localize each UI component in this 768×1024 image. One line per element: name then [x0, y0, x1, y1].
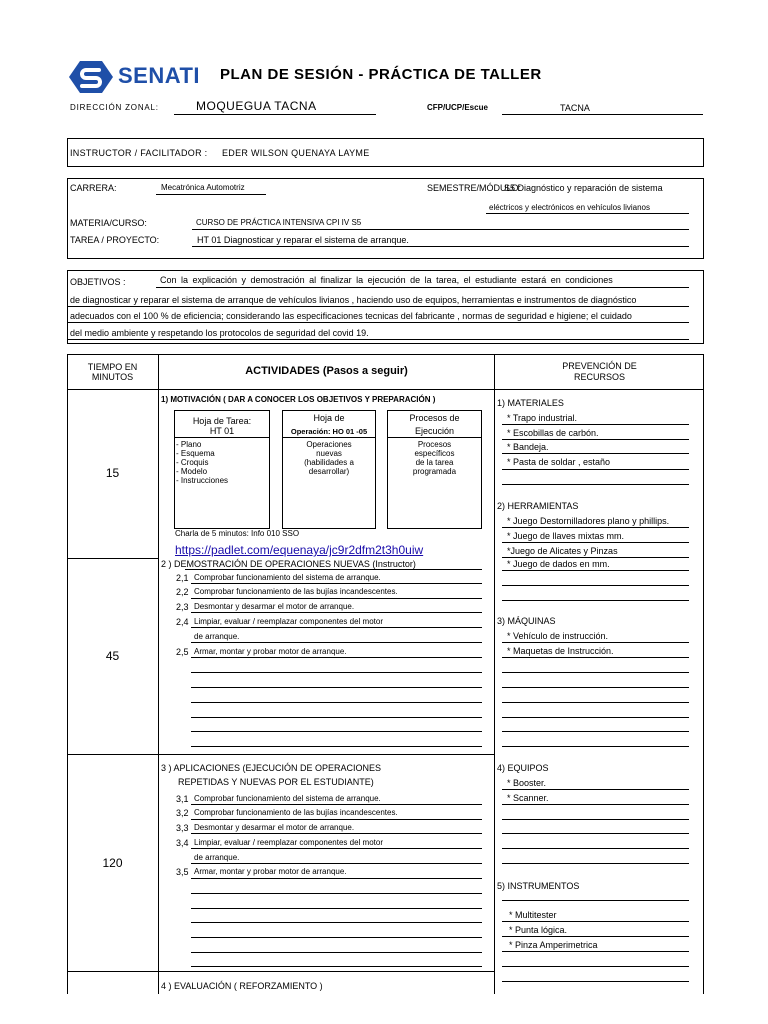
activities-table [67, 354, 704, 994]
direccion-value: MOQUEGUA TACNA [196, 99, 317, 113]
materia-label: MATERIA/CURSO: [70, 218, 147, 228]
box3-item: Procesos [417, 440, 452, 449]
box3-title-2: Ejecución [414, 426, 455, 436]
step-num: 3,4 [176, 838, 189, 848]
step-num: 2,1 [176, 573, 189, 583]
materia-value: CURSO DE PRÁCTICA INTENSIVA CPI IV S5 [196, 218, 362, 227]
resource-item: * Escobillas de carbón. [507, 428, 599, 438]
senati-logo [68, 60, 220, 94]
charla-text: Charla de 5 minutos: Info 010 SSO [175, 529, 300, 538]
step-text: Desmontar y desarmar el motor de arranque. [194, 823, 355, 832]
box1-item: - Esquema [176, 449, 215, 458]
section3-title-2: REPETIDAS Y NUEVAS POR EL ESTUDIANTE) [178, 777, 374, 787]
step-num: 3,5 [176, 867, 189, 877]
resource-item: * Juego Destornilladores plano y phillips. [507, 516, 670, 526]
box3-item: específicos [414, 449, 455, 458]
resource-item: * Bandeja. [507, 442, 549, 452]
resource-item: * Maquetas de Instrucción. [507, 646, 614, 656]
step-text: de arranque. [194, 632, 240, 641]
step-text: Limpiar, evaluar / reemplazar componentes del motor [194, 838, 383, 847]
instructor-value: EDER WILSON QUENAYA LAYME [222, 148, 370, 158]
objetivos-line-4: del medio ambiente y respetando los protocolos de seguridad del covid 19. [70, 328, 369, 338]
step-num: 2,2 [176, 587, 189, 597]
resource-item: * Vehículo de instrucción. [507, 631, 609, 641]
step-text: Desmontar y desarmar el motor de arranque. [194, 602, 355, 611]
section1-time: 15 [105, 466, 120, 480]
resource-item: * Multitester [509, 910, 557, 920]
section3-time: 120 [102, 856, 123, 870]
box1-item: - Plano [176, 440, 202, 449]
box2-item: nuevas [316, 449, 342, 458]
herramientas-title: 2) HERRAMIENTAS [497, 501, 579, 511]
objetivos-line-1: Con la explicación y demostración al finalizar la ejecución de la tarea, el estudiante estará en condiciones [160, 275, 613, 285]
resource-item: * Pasta de soldar , estaño [507, 457, 611, 467]
tiempo-header-1: TIEMPO EN [87, 362, 138, 372]
semestre-label: SEMESTRE/MÓDULO: [427, 183, 522, 193]
step-num: 3,2 [176, 808, 189, 818]
step-text: Limpiar, evaluar / reemplazar componentes del motor [194, 617, 383, 626]
box3-title-1: Procesos de [409, 413, 460, 423]
prevencion-header-1: PREVENCIÓN DE [562, 361, 637, 371]
step-text: Comprobar funcionamiento de las bujías incandescentes. [194, 587, 398, 596]
tarea-value: HT 01 Diagnosticar y reparar el sistema de arranque. [197, 235, 409, 245]
objetivos-line-3: adecuados con el 100 % de eficiencia; considerando las especificaciones tecnicas del fabricante , normas de seguridad e higiene; el cuidado [70, 311, 632, 321]
box1-title-2: HT 01 [209, 426, 235, 436]
step-text: Comprobar funcionamiento del sistema de arranque. [194, 794, 381, 803]
box1-item: - Croquis [176, 458, 209, 467]
resource-item: * Juego de llaves mixtas mm. [507, 531, 625, 541]
senati-logo-icon [68, 60, 114, 94]
box3-item: programada [412, 467, 457, 476]
box2-title-2: Operación: HO 01 -05 [290, 427, 368, 436]
instructor-label: INSTRUCTOR / FACILITADOR : [70, 148, 208, 158]
maquinas-title: 3) MÁQUINAS [497, 616, 556, 626]
box1-title-1: Hoja de Tarea: [192, 416, 252, 426]
step-text: Armar, montar y probar motor de arranque. [194, 867, 347, 876]
box2-title-1: Hoja de [313, 413, 345, 423]
step-text: Armar, montar y probar motor de arranque. [194, 647, 347, 656]
tiempo-header-2: MINUTOS [91, 372, 134, 382]
step-num: 2,3 [176, 602, 189, 612]
box1-item: - Instrucciones [176, 476, 229, 485]
step-text: Comprobar funcionamiento del sistema de arranque. [194, 573, 381, 582]
box2-item: Operaciones [306, 440, 352, 449]
box3-items [387, 440, 482, 476]
padlet-link[interactable]: https://padlet.com/equenaya/jc9r2dfm2t3h0uiw [175, 543, 424, 557]
box3-item: de la tarea [415, 458, 454, 467]
resource-item: * Booster. [507, 778, 547, 788]
step-num: 2,5 [176, 647, 189, 657]
tarea-label: TAREA / PROYECTO: [70, 235, 160, 245]
box2-items [282, 440, 376, 476]
actividades-header: ACTIVIDADES (Pasos a seguir) [245, 365, 408, 377]
carrera-label: CARRERA: [70, 183, 117, 193]
section4-title: 4 ) EVALUACIÓN ( REFORZAMIENTO ) [161, 981, 323, 991]
box2-item: (habilidades a [304, 458, 354, 467]
resource-item: *Juego de Alicates y Pinzas [507, 546, 618, 556]
page-title: PLAN DE SESIÓN - PRÁCTICA DE TALLER [220, 66, 542, 83]
section1-title: 1) MOTIVACIÓN ( DAR A CONOCER LOS OBJETIVOS Y PREPARACIÓN ) [161, 395, 436, 404]
prevencion-header-2: RECURSOS [573, 372, 625, 382]
carrera-value: Mecatrónica Automotriz [161, 183, 245, 192]
objetivos-label: OBJETIVOS : [70, 277, 126, 287]
resource-item: * Juego de dados en mm. [507, 559, 610, 569]
resource-item: * Scanner. [507, 793, 549, 803]
cfp-value: TACNA [560, 103, 590, 113]
resource-item: * Pinza Amperimetrica [509, 940, 598, 950]
resource-item: * Punta lógica. [509, 925, 568, 935]
logo-text: SENATI [118, 63, 201, 88]
cfp-label: CFP/UCP/Escue [427, 103, 488, 112]
step-num: 2,4 [176, 617, 189, 627]
objetivos-line-2: de diagnosticar y reparar el sistema de arranque de vehículos livianos , haciendo uso de equipos, herramientas e instrumentos de diagnóstico [70, 295, 637, 305]
instrumentos-title: 5) INSTRUMENTOS [497, 881, 580, 891]
box1-item: - Modelo [176, 467, 208, 476]
step-num: 3,3 [176, 823, 189, 833]
box1-items [176, 440, 228, 485]
materiales-title: 1) MATERIALES [497, 398, 564, 408]
step-text: Comprobar funcionamiento de las bujías incandescentes. [194, 808, 398, 817]
box2-item: desarrollar) [308, 467, 350, 476]
resource-item: * Trapo industrial. [507, 413, 578, 423]
direccion-label: DIRECCIÓN ZONAL: [70, 103, 159, 112]
semestre-value-1: S5 Diagnóstico y reparación de sistema [504, 183, 663, 193]
section2-title: 2 ) DEMOSTRACIÓN DE OPERACIONES NUEVAS (Instructor) [161, 559, 416, 569]
step-num: 3,1 [176, 794, 189, 804]
semestre-value-2: eléctricos y electrónicos en vehículos livianos [489, 203, 650, 212]
section3-title-1: 3 ) APLICACIONES (EJECUCIÓN DE OPERACIONES [161, 763, 382, 773]
section2-time: 45 [105, 649, 120, 663]
equipos-title: 4) EQUIPOS [497, 763, 549, 773]
step-text: de arranque. [194, 853, 240, 862]
